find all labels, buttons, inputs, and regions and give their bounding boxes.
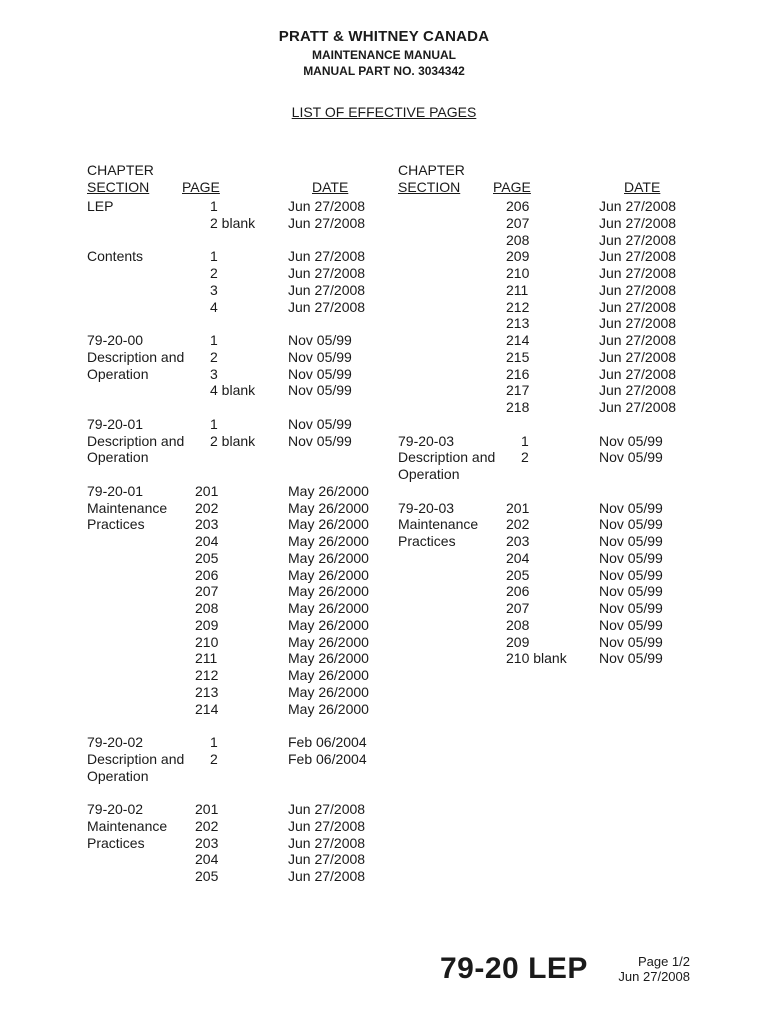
lep-row xyxy=(87,851,387,868)
lep-row xyxy=(87,868,387,885)
section-cell: Operation xyxy=(398,466,460,482)
page-cell: 206 xyxy=(506,198,530,214)
lep-row xyxy=(398,382,698,399)
date-cell: Nov 05/99 xyxy=(288,365,352,382)
section-cell: Maintenance xyxy=(87,499,168,516)
page-cell: 201 xyxy=(195,482,219,499)
date-cell: Feb 06/2004 xyxy=(288,750,367,767)
page-cell: 1 xyxy=(210,734,218,750)
page-cell: 208 xyxy=(506,231,530,248)
date-cell: May 26/2000 xyxy=(288,650,369,667)
lep-row xyxy=(87,416,387,433)
lep-group xyxy=(398,198,698,416)
date-cell: Jun 27/2008 xyxy=(288,198,366,214)
page-cell: 1 xyxy=(521,432,529,449)
section-cell: Description and xyxy=(398,449,496,466)
lep-row xyxy=(87,818,387,835)
lep-row xyxy=(398,533,698,550)
page-cell: 210 xyxy=(195,633,219,650)
lep-row xyxy=(87,567,387,584)
page-header: PAGE xyxy=(182,179,220,195)
page-cell: 207 xyxy=(506,214,530,231)
lep-row xyxy=(87,650,387,667)
date-cell: Jun 27/2008 xyxy=(288,834,366,851)
lep-row xyxy=(87,634,387,651)
date-cell: Jun 27/2008 xyxy=(599,365,677,382)
section-cell: Contents xyxy=(87,248,144,265)
date-cell: Jun 27/2008 xyxy=(599,399,677,415)
section-cell: Practices xyxy=(87,834,145,851)
page-cell: 204 xyxy=(195,533,219,549)
section-cell: Operation xyxy=(87,767,149,784)
lep-row xyxy=(398,265,698,282)
section-cell: 79-20-02 xyxy=(87,734,144,750)
date-header: DATE xyxy=(624,179,661,195)
page-number: Page 1/2 xyxy=(637,954,690,969)
lep-row xyxy=(87,215,387,232)
page-cell: 202 xyxy=(195,499,219,516)
lep-row xyxy=(87,366,387,383)
date-cell: May 26/2000 xyxy=(288,633,369,650)
chapter-header: CHAPTER xyxy=(87,162,154,178)
lep-row xyxy=(87,449,387,466)
manual-name: MAINTENANCE MANUAL xyxy=(312,48,456,62)
lep-row xyxy=(398,516,698,533)
page-cell: 203 xyxy=(195,516,219,533)
date-cell: Jun 27/2008 xyxy=(599,382,677,399)
page-cell: 215 xyxy=(506,348,530,365)
chapter-code: 79-20 LEP xyxy=(440,952,588,985)
lep-row xyxy=(398,332,698,349)
company-name: PRATT & WHITNEY CANADA xyxy=(278,28,490,45)
lep-row xyxy=(87,265,387,282)
page-cell: 214 xyxy=(195,700,219,717)
date-cell: Jun 27/2008 xyxy=(288,298,366,315)
date-cell: May 26/2000 xyxy=(288,549,369,566)
lep-row xyxy=(87,734,387,751)
date-cell: Jun 27/2008 xyxy=(599,198,677,214)
page-header: PAGE xyxy=(493,179,531,195)
lep-group xyxy=(87,332,387,399)
lep-row xyxy=(398,550,698,567)
date-cell: May 26/2000 xyxy=(288,583,369,600)
page-cell: 1 xyxy=(210,198,218,214)
page-cell: 1 xyxy=(210,332,218,348)
lep-row xyxy=(398,315,698,332)
lep-row xyxy=(87,483,387,500)
lep-row xyxy=(398,248,698,265)
page-cell: 208 xyxy=(506,616,530,633)
date-cell: Nov 05/99 xyxy=(599,449,663,466)
date-cell: Jun 27/2008 xyxy=(599,231,677,248)
page-cell: 201 xyxy=(506,499,530,516)
page-cell: 203 xyxy=(195,834,219,851)
lep-row xyxy=(398,366,698,383)
date-cell: May 26/2000 xyxy=(288,616,369,633)
section-cell: Practices xyxy=(87,516,145,533)
page-cell: 2 xyxy=(210,750,218,767)
lep-row xyxy=(87,198,387,215)
date-cell: Nov 05/99 xyxy=(599,499,663,516)
lep-row xyxy=(87,667,387,684)
date-cell: Nov 05/99 xyxy=(288,382,352,399)
date-cell: Jun 27/2008 xyxy=(599,281,677,298)
right-column-header xyxy=(398,162,698,198)
page-cell: 207 xyxy=(506,600,530,616)
lep-group xyxy=(87,734,387,784)
group-spacer xyxy=(87,466,387,483)
date-cell: May 26/2000 xyxy=(288,533,369,549)
page-cell: 212 xyxy=(506,298,530,315)
right-entries xyxy=(398,198,698,667)
left-column xyxy=(87,162,387,885)
group-spacer xyxy=(87,399,387,416)
page-cell: 204 xyxy=(506,549,530,566)
lep-group xyxy=(398,433,698,483)
group-spacer xyxy=(398,483,698,500)
lep-group xyxy=(87,198,387,232)
page-cell: 2 blank xyxy=(210,214,256,231)
page-cell: 4 xyxy=(210,298,218,315)
group-spacer xyxy=(87,315,387,332)
date-cell: Nov 05/99 xyxy=(599,533,663,549)
page-cell: 2 xyxy=(210,348,218,365)
left-entries xyxy=(87,198,387,885)
lep-row xyxy=(398,215,698,232)
group-spacer xyxy=(87,232,387,249)
lep-row xyxy=(398,567,698,584)
group-spacer xyxy=(87,717,387,734)
date-cell: Nov 05/99 xyxy=(288,432,352,449)
lep-row xyxy=(87,433,387,450)
date-cell: Jun 27/2008 xyxy=(288,248,366,265)
page-cell: 210 xyxy=(506,265,530,281)
date-cell: Jun 27/2008 xyxy=(599,214,677,231)
section-cell: Operation xyxy=(87,365,149,382)
date-cell: Nov 05/99 xyxy=(599,432,663,449)
lep-row xyxy=(87,349,387,366)
page-cell: 3 xyxy=(210,281,218,298)
left-column-header xyxy=(87,162,387,198)
page-cell: 216 xyxy=(506,365,530,382)
lep-row xyxy=(398,466,698,483)
section-cell: 79-20-03 xyxy=(398,432,455,449)
page-title-text: LIST OF EFFECTIVE PAGES xyxy=(291,104,477,120)
page-cell: 204 xyxy=(195,851,219,868)
page-cell: 211 xyxy=(195,650,218,667)
date-cell: Jun 27/2008 xyxy=(288,265,366,281)
date-cell: Nov 05/99 xyxy=(599,633,663,650)
page-cell: 205 xyxy=(506,566,530,583)
date-cell: Jun 27/2008 xyxy=(599,248,677,265)
date-cell: Nov 05/99 xyxy=(288,348,352,365)
page-cell: 201 xyxy=(195,801,219,817)
date-cell: Nov 05/99 xyxy=(599,566,663,583)
date-cell: Feb 06/2004 xyxy=(288,734,367,750)
lep-row xyxy=(398,349,698,366)
lep-row xyxy=(87,768,387,785)
lep-row xyxy=(87,500,387,517)
section-cell: Maintenance xyxy=(87,817,168,834)
lep-row xyxy=(87,248,387,265)
section-header: SECTION xyxy=(87,179,150,195)
date-cell: May 26/2000 xyxy=(288,482,369,499)
lep-row xyxy=(87,600,387,617)
date-cell: Jun 27/2008 xyxy=(288,214,366,231)
date-cell: Jun 27/2008 xyxy=(288,851,366,868)
page-cell: 217 xyxy=(506,382,530,399)
lep-row xyxy=(398,282,698,299)
lep-group xyxy=(87,801,387,885)
page-cell: 1 xyxy=(210,415,218,432)
date-cell: Nov 05/99 xyxy=(599,616,663,633)
section-header: SECTION xyxy=(398,179,461,195)
page-cell: 213 xyxy=(506,315,530,332)
revision-date: Jun 27/2008 xyxy=(618,969,690,984)
date-cell: May 26/2000 xyxy=(288,600,369,616)
chapter-header: CHAPTER xyxy=(398,162,465,178)
lep-group xyxy=(87,416,387,466)
date-cell: Jun 27/2008 xyxy=(288,281,366,298)
date-cell: Jun 27/2008 xyxy=(288,801,366,817)
date-cell: May 26/2000 xyxy=(288,683,369,700)
date-cell: May 26/2000 xyxy=(288,667,369,683)
lep-row xyxy=(398,500,698,517)
lep-row xyxy=(398,583,698,600)
date-cell: Nov 05/99 xyxy=(288,332,352,348)
section-cell: LEP xyxy=(87,198,114,214)
section-cell: 79-20-02 xyxy=(87,801,144,817)
section-cell: Operation xyxy=(87,449,149,466)
date-cell: Nov 05/99 xyxy=(599,516,663,533)
page-cell: 2 xyxy=(521,449,529,466)
section-cell: Description and xyxy=(87,432,185,449)
group-spacer xyxy=(87,784,387,801)
page-cell: 2 blank xyxy=(210,432,256,449)
section-cell: Maintenance xyxy=(398,516,479,533)
section-cell: 79-20-03 xyxy=(398,499,455,516)
lep-row xyxy=(87,617,387,634)
page-cell: 1 xyxy=(210,248,218,265)
lep-row xyxy=(87,516,387,533)
page-cell: 202 xyxy=(506,516,530,533)
date-cell: Jun 27/2008 xyxy=(599,298,677,315)
date-cell: Jun 27/2008 xyxy=(288,868,366,884)
date-cell: Nov 05/99 xyxy=(599,583,663,600)
page-title xyxy=(0,104,768,120)
lep-row xyxy=(87,282,387,299)
page-cell: 214 xyxy=(506,332,530,348)
lep-row xyxy=(87,751,387,768)
lep-row xyxy=(87,533,387,550)
section-cell: Description and xyxy=(87,348,185,365)
page-cell: 205 xyxy=(195,868,219,884)
lep-row xyxy=(87,550,387,567)
date-cell: Nov 05/99 xyxy=(599,549,663,566)
page-cell: 209 xyxy=(506,248,530,265)
lep-row xyxy=(398,600,698,617)
lep-group xyxy=(87,248,387,315)
lep-row xyxy=(87,684,387,701)
lep-row xyxy=(398,433,698,450)
lep-row xyxy=(87,583,387,600)
lep-row xyxy=(398,232,698,249)
date-cell: Jun 27/2008 xyxy=(599,265,677,281)
page-cell: 207 xyxy=(195,583,219,600)
page-cell: 2 xyxy=(210,265,218,281)
date-cell: May 26/2000 xyxy=(288,566,369,583)
page-cell: 205 xyxy=(195,549,219,566)
page-cell: 3 xyxy=(210,365,218,382)
lep-row xyxy=(398,650,698,667)
page-cell: 209 xyxy=(195,616,219,633)
page-cell: 206 xyxy=(506,583,530,600)
page-cell: 206 xyxy=(195,566,219,583)
lep-row xyxy=(87,332,387,349)
lep-row xyxy=(87,801,387,818)
date-cell: May 26/2000 xyxy=(288,516,369,533)
page-cell: 211 xyxy=(506,281,529,298)
page-cell: 202 xyxy=(195,817,219,834)
date-cell: Nov 05/99 xyxy=(599,600,663,616)
date-cell: May 26/2000 xyxy=(288,499,369,516)
lep-row xyxy=(398,634,698,651)
date-cell: Jun 27/2008 xyxy=(599,315,677,332)
page-cell: 210 blank xyxy=(506,650,567,667)
lep-row xyxy=(398,299,698,316)
manual-part-number: MANUAL PART NO. 3034342 xyxy=(303,64,465,78)
lep-row xyxy=(398,198,698,215)
lep-row xyxy=(87,835,387,852)
lep-row xyxy=(87,701,387,718)
date-header: DATE xyxy=(312,179,349,195)
date-cell: Jun 27/2008 xyxy=(599,348,677,365)
lep-group xyxy=(87,483,387,718)
right-column xyxy=(398,162,698,667)
section-cell: 79-20-01 xyxy=(87,482,144,499)
lep-row xyxy=(398,449,698,466)
page-cell: 203 xyxy=(506,533,530,549)
section-cell: Description and xyxy=(87,750,185,767)
date-cell: Nov 05/99 xyxy=(599,650,663,667)
group-spacer xyxy=(398,416,698,433)
page-cell: 208 xyxy=(195,600,219,616)
section-cell: Practices xyxy=(398,533,456,549)
page-cell: 212 xyxy=(195,667,219,683)
date-cell: Nov 05/99 xyxy=(288,415,352,432)
lep-group xyxy=(398,500,698,668)
date-cell: May 26/2000 xyxy=(288,700,369,717)
page-cell: 209 xyxy=(506,633,530,650)
lep-row xyxy=(398,617,698,634)
date-cell: Jun 27/2008 xyxy=(599,332,677,348)
date-cell: Jun 27/2008 xyxy=(288,817,366,834)
section-cell: 79-20-00 xyxy=(87,332,144,348)
page-cell: 218 xyxy=(506,399,530,415)
lep-row xyxy=(398,399,698,416)
page-cell: 4 blank xyxy=(210,382,256,399)
page-info xyxy=(610,954,690,984)
page-cell: 213 xyxy=(195,683,219,700)
section-cell: 79-20-01 xyxy=(87,415,144,432)
lep-row xyxy=(87,299,387,316)
lep-row xyxy=(87,382,387,399)
